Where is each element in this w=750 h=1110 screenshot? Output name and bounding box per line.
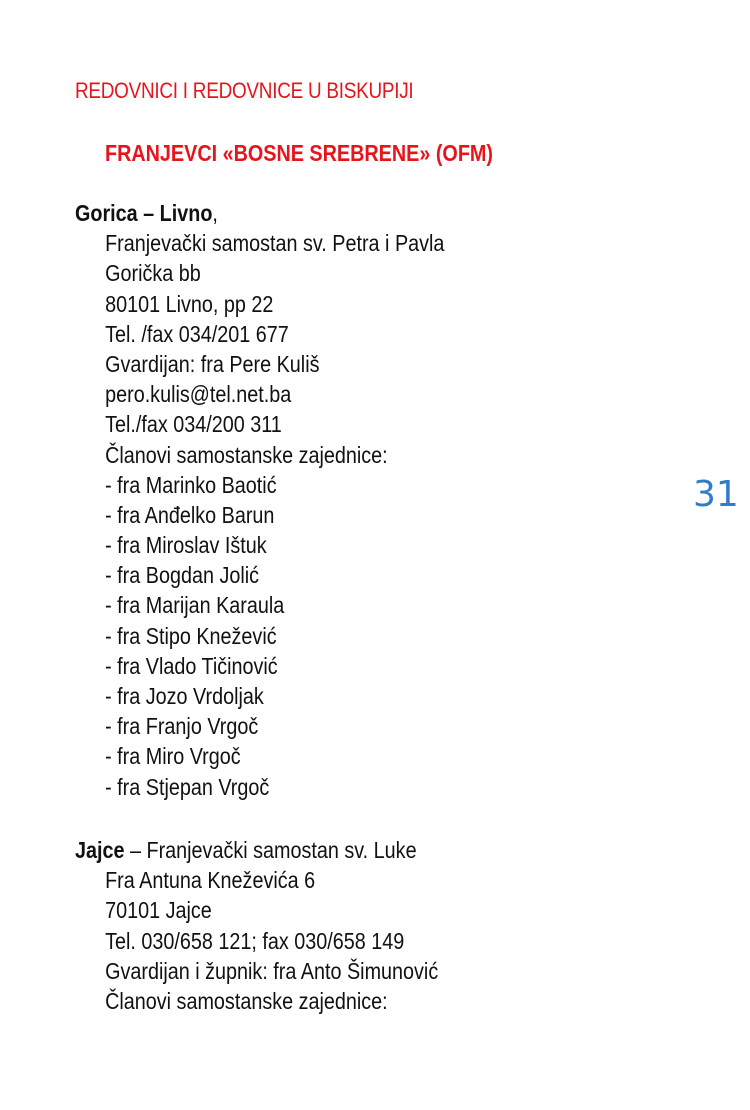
members-heading: Članovi samostanske zajednice: xyxy=(105,987,388,1014)
phone-line: Tel./fax 034/200 311 xyxy=(105,411,282,438)
members-heading: Članovi samostanske zajednice: xyxy=(105,441,388,468)
guardian-line: Gvardijan i župnik: fra Anto Šimunović xyxy=(105,957,439,984)
place-suffix: – Franjevački samostan sv. Luke xyxy=(124,837,417,863)
place-name: Gorica – Livno xyxy=(75,200,213,226)
place-suffix: , xyxy=(212,200,218,226)
entry-jajce xyxy=(75,835,497,1016)
entry-heading xyxy=(75,835,438,865)
phone-line: Tel. /fax 034/201 677 xyxy=(105,320,289,347)
member-item: - fra Stipo Knežević xyxy=(105,622,277,649)
page-number: 31 xyxy=(693,474,739,515)
entry-heading xyxy=(75,198,444,228)
section-title: FRANJEVCI «BOSNE SREBRENE» (OFM) xyxy=(105,140,493,166)
member-item: - fra Marijan Karaula xyxy=(105,592,285,619)
address-line: Franjevački samostan sv. Petra i Pavla xyxy=(105,230,445,257)
entry-gorica-livno xyxy=(75,198,505,802)
member-item: - fra Miroslav Ištuk xyxy=(105,532,267,559)
place-name: Jajce xyxy=(75,837,125,863)
member-item: - fra Vlado Tičinović xyxy=(105,652,278,679)
member-item: - fra Marinko Baotić xyxy=(105,471,277,498)
member-item: - fra Stjepan Vrgoč xyxy=(105,773,270,800)
member-item: - fra Miro Vrgoč xyxy=(105,743,241,770)
member-item: - fra Jozo Vrdoljak xyxy=(105,683,264,709)
guardian-line: Gvardijan: fra Pere Kuliš xyxy=(105,350,320,377)
member-item: - fra Franjo Vrgoč xyxy=(105,713,259,740)
address-line: 70101 Jajce xyxy=(105,897,212,924)
member-item: - fra Bogdan Jolić xyxy=(105,562,260,589)
member-item: - fra Anđelko Barun xyxy=(105,501,275,528)
running-head: REDOVNICI I REDOVNICE U BISKUPIJI xyxy=(75,78,414,103)
email-line: pero.kulis@tel.net.ba xyxy=(105,381,292,408)
address-line: 80101 Livno, pp 22 xyxy=(105,290,274,317)
phone-line: Tel. 030/658 121; fax 030/658 149 xyxy=(105,927,405,954)
address-line: Fra Antuna Kneževića 6 xyxy=(105,867,316,894)
address-line: Gorička bb xyxy=(105,260,201,287)
